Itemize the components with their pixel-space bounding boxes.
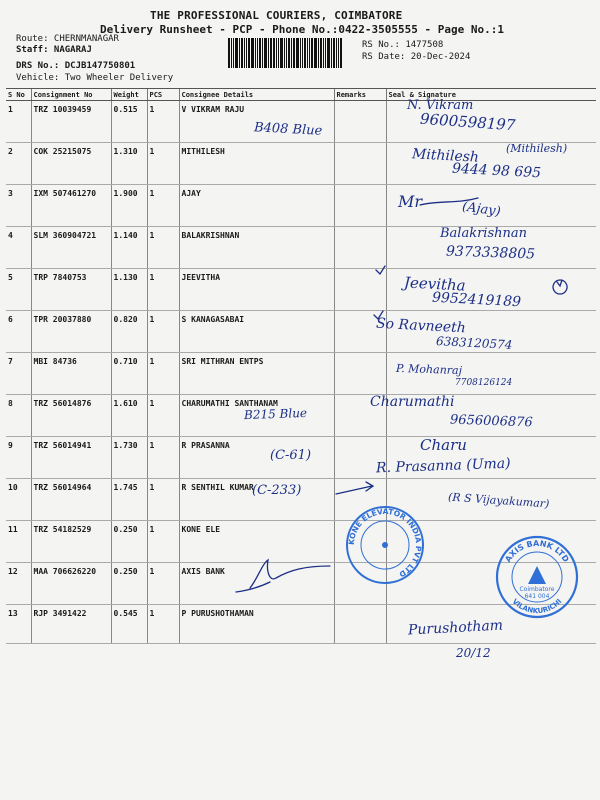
handwritten-phone: 9600598197: [419, 109, 516, 135]
cell-sno: 5: [6, 269, 31, 311]
cell-pcs: 1: [147, 269, 179, 311]
cell-pcs: 1: [147, 227, 179, 269]
handwritten-name: Jeevitha: [403, 273, 467, 295]
axis-stamp-city: Coimbatore: [519, 586, 555, 593]
cell-consignment: TRZ 56014941: [31, 437, 111, 479]
axis-stamp-pin: 641 004: [524, 593, 550, 600]
cell-weight: 1.900: [111, 185, 147, 227]
cell-sno: 8: [6, 395, 31, 437]
cell-consignee: AXIS BANK: [179, 563, 334, 605]
handwritten-date: 20/12: [456, 646, 491, 660]
axis-stamp-bottom-text: VILANKURICHI: [510, 597, 564, 616]
cell-consignee: SRI MITHRAN ENTPS: [179, 353, 334, 395]
arrow-icon: [336, 482, 373, 494]
rs-date: RS Date: 20-Dec-2024: [362, 52, 471, 62]
staff-label: Staff: NAGARAJ: [16, 45, 92, 55]
cell-consignee: AJAY: [179, 185, 334, 227]
handwritten-note: B408 Blue: [253, 120, 323, 139]
handwritten-name: Charumathi: [370, 394, 455, 410]
cell-weight: 1.610: [111, 395, 147, 437]
cell-consignment: TRZ 54182529: [31, 521, 111, 563]
route-label: Route: CHERNMANAGAR: [16, 34, 119, 44]
col-weight: Weight: [111, 89, 147, 101]
handwritten-name: P. Mohanraj: [395, 361, 463, 378]
cell-consignment: TPR 20037880: [31, 311, 111, 353]
col-signature: Seal & Signature: [386, 89, 596, 101]
handwritten-name: Mithilesh: [411, 146, 480, 166]
cell-pcs: 1: [147, 437, 179, 479]
cell-sno: 1: [6, 101, 31, 143]
cell-sno: 9: [6, 437, 31, 479]
cell-weight: 0.250: [111, 563, 147, 605]
cell-weight: 0.515: [111, 101, 147, 143]
cell-sno: 6: [6, 311, 31, 353]
cell-weight: 1.130: [111, 269, 147, 311]
cell-pcs: 1: [147, 521, 179, 563]
cell-sno: 2: [6, 143, 31, 185]
cell-weight: 1.745: [111, 479, 147, 521]
handwritten-phone: 9952419189: [431, 289, 522, 311]
signature-scribble: [553, 280, 567, 294]
cell-pcs: 1: [147, 143, 179, 185]
handwritten-name: (R S Vijayakumar): [447, 490, 550, 511]
runsheet-subtitle: Delivery Runsheet - PCP - Phone No.:0422-3505555 - Page No.:1: [100, 23, 504, 36]
handwritten-phone: 9444 98 695: [451, 160, 542, 182]
cell-pcs: 1: [147, 395, 179, 437]
handwritten-name: (Ajay): [461, 199, 502, 220]
company-title: THE PROFESSIONAL COURIERS, COIMBATORE: [150, 9, 403, 22]
cell-pcs: 1: [147, 185, 179, 227]
handwritten-name: Purushotham: [407, 617, 504, 639]
checkmark-icon: [376, 266, 385, 274]
cell-weight: 0.250: [111, 521, 147, 563]
cell-sno: 7: [6, 353, 31, 395]
rs-number: RS No.: 1477508: [362, 40, 444, 50]
cell-pcs: 1: [147, 353, 179, 395]
axis-logo-icon: [528, 566, 546, 584]
cell-pcs: 1: [147, 311, 179, 353]
handwritten-name: (Mithilesh): [506, 142, 568, 155]
cell-weight: 1.310: [111, 143, 147, 185]
cell-consignment: IXM 507461270: [31, 185, 111, 227]
handwritten-name: So Ravneeth: [375, 315, 467, 337]
cell-weight: 0.820: [111, 311, 147, 353]
handwritten-signature: Mr: [398, 192, 423, 211]
col-consignee: Consignee Details: [179, 89, 334, 101]
cell-sno: 11: [6, 521, 31, 563]
cell-weight: 0.710: [111, 353, 147, 395]
handwritten-phone: 9373338805: [445, 243, 536, 263]
cell-sno: 13: [6, 605, 31, 644]
cell-sno: 12: [6, 563, 31, 605]
kone-seal-stamp: [344, 504, 426, 586]
checkmark-icon: [374, 311, 383, 319]
kone-stamp-text: KONE ELEVATOR INDIA PVT LTD: [346, 506, 424, 580]
cell-consignment: MAA 706626220: [31, 563, 111, 605]
col-consignment: Consignment No: [31, 89, 111, 101]
handwritten-note: (C-61): [270, 448, 312, 463]
cell-consignee: BALAKRISHNAN: [179, 227, 334, 269]
handwritten-name: R. Prasanna (Uma): [375, 455, 511, 477]
cell-consignment: SLM 360904721: [31, 227, 111, 269]
cell-consignment: RJP 3491422: [31, 605, 111, 644]
handwritten-phone: 9656006876: [449, 412, 533, 431]
cell-weight: 1.140: [111, 227, 147, 269]
cell-consignee: R SENTHIL KUMAR: [179, 479, 334, 521]
cell-consignee: S KANAGASABAI: [179, 311, 334, 353]
cell-consignee: P PURUSHOTHAMAN: [179, 605, 334, 644]
cell-consignee: MITHILESH: [179, 143, 334, 185]
cell-weight: 1.730: [111, 437, 147, 479]
axis-bank-seal-stamp: [494, 534, 580, 620]
handwritten-name: Balakrishnan: [440, 226, 528, 241]
cell-pcs: 1: [147, 563, 179, 605]
cell-sno: 10: [6, 479, 31, 521]
cell-sno: 4: [6, 227, 31, 269]
axis-stamp-top-text: AXIS BANK LTD: [503, 538, 571, 564]
cell-consignee: R PRASANNA: [179, 437, 334, 479]
cell-consignee: V VIKRAM RAJU: [179, 101, 334, 143]
cell-sno: 3: [6, 185, 31, 227]
handwritten-phone: 6383120574: [435, 334, 513, 352]
handwritten-signature: Charu: [420, 436, 467, 454]
col-sno: S No: [6, 89, 31, 101]
cell-pcs: 1: [147, 479, 179, 521]
handwritten-phone: 7708126124: [455, 378, 513, 388]
handwritten-name: N. Vikram: [407, 98, 474, 113]
cell-consignee: CHARUMATHI SANTHANAM: [179, 395, 334, 437]
cell-consignment: TRZ 56014964: [31, 479, 111, 521]
col-remarks: Remarks: [334, 89, 386, 101]
cell-consignment: TRZ 10039459: [31, 101, 111, 143]
cell-consignment: TRP 7840753: [31, 269, 111, 311]
handwritten-note: B215 Blue: [243, 405, 308, 423]
cell-consignee: KONE ELE: [179, 521, 334, 563]
drs-number: DRS No.: DCJB147750801: [16, 61, 136, 71]
col-pcs: PCS: [147, 89, 179, 101]
handwritten-note: (C-233): [252, 483, 302, 498]
vehicle-label: Vehicle: Two Wheeler Delivery: [16, 73, 174, 83]
cell-consignment: MBI 84736: [31, 353, 111, 395]
cell-pcs: 1: [147, 605, 179, 644]
cell-weight: 0.545: [111, 605, 147, 644]
cell-pcs: 1: [147, 101, 179, 143]
cell-consignment: COK 25215075: [31, 143, 111, 185]
cell-consignment: TRZ 56014876: [31, 395, 111, 437]
cell-consignee: JEEVITHA: [179, 269, 334, 311]
